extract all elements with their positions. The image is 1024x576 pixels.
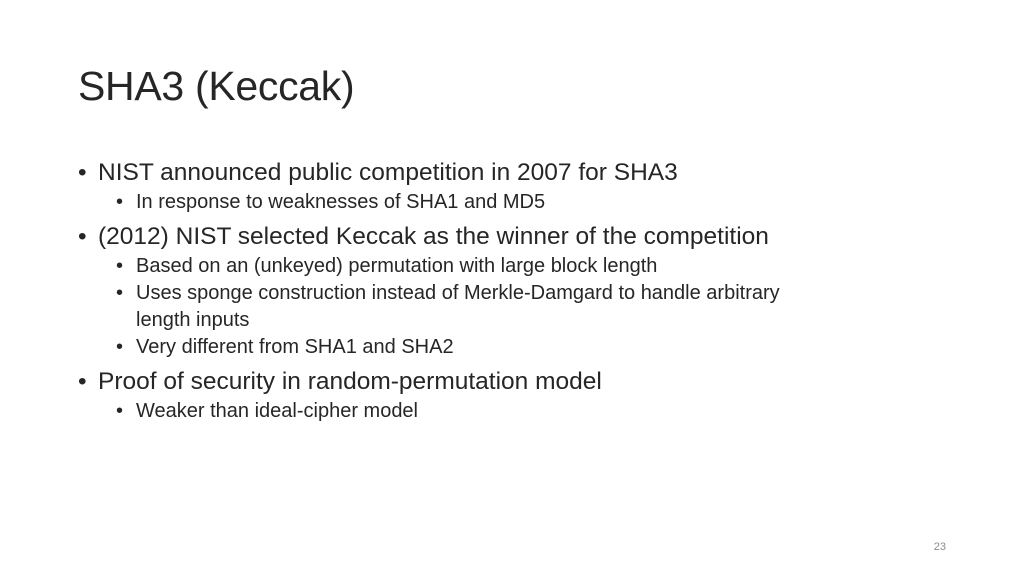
slide-title: SHA3 (Keccak): [78, 63, 355, 109]
sub-bullet-3-1-text: Weaker than ideal-cipher model: [136, 400, 419, 422]
sub-bullet-1-1-text: In response to weaknesses of SHA1 and MD5: [136, 191, 546, 213]
sub-bullet-2-2-text: Uses sponge construction instead of Merkle-Damgard to handle arbitrary: [136, 282, 780, 304]
sub-bullet-2-2-continuation: length inputs: [136, 309, 250, 331]
bullet-dot-icon: •: [116, 191, 124, 213]
bullet-dot-icon: •: [116, 255, 124, 277]
bullet-dot-icon: •: [78, 159, 87, 186]
bullet-dot-icon: •: [78, 223, 87, 250]
sub-bullet-2-3: [78, 334, 938, 361]
bullet-dot-icon: •: [78, 368, 87, 395]
sub-bullet-2-1-text: Based on an (unkeyed) permutation with large block length: [136, 255, 658, 277]
bullet-1-text: NIST announced public competition in 2007 for SHA3: [98, 159, 678, 186]
slide-body: [78, 156, 938, 425]
sub-bullet-3-1: [78, 398, 938, 425]
bullet-2-text: (2012) NIST selected Keccak as the winner of the competition: [98, 223, 769, 250]
page-number: 23: [933, 541, 946, 553]
bullet-dot-icon: •: [116, 282, 124, 304]
sub-bullet-2-3-text: Very different from SHA1 and SHA2: [136, 336, 454, 358]
sub-bullet-2-1: [78, 253, 938, 280]
bullet-2: [78, 220, 938, 253]
bullet-dot-icon: •: [116, 400, 124, 422]
sub-bullet-1-1: [78, 189, 938, 216]
bullet-1: [78, 156, 938, 189]
bullet-3: [78, 365, 938, 398]
bullet-3-text: Proof of security in random-permutation model: [98, 368, 602, 395]
bullet-dot-icon: •: [116, 336, 124, 358]
sub-bullet-2-2: [78, 280, 938, 307]
